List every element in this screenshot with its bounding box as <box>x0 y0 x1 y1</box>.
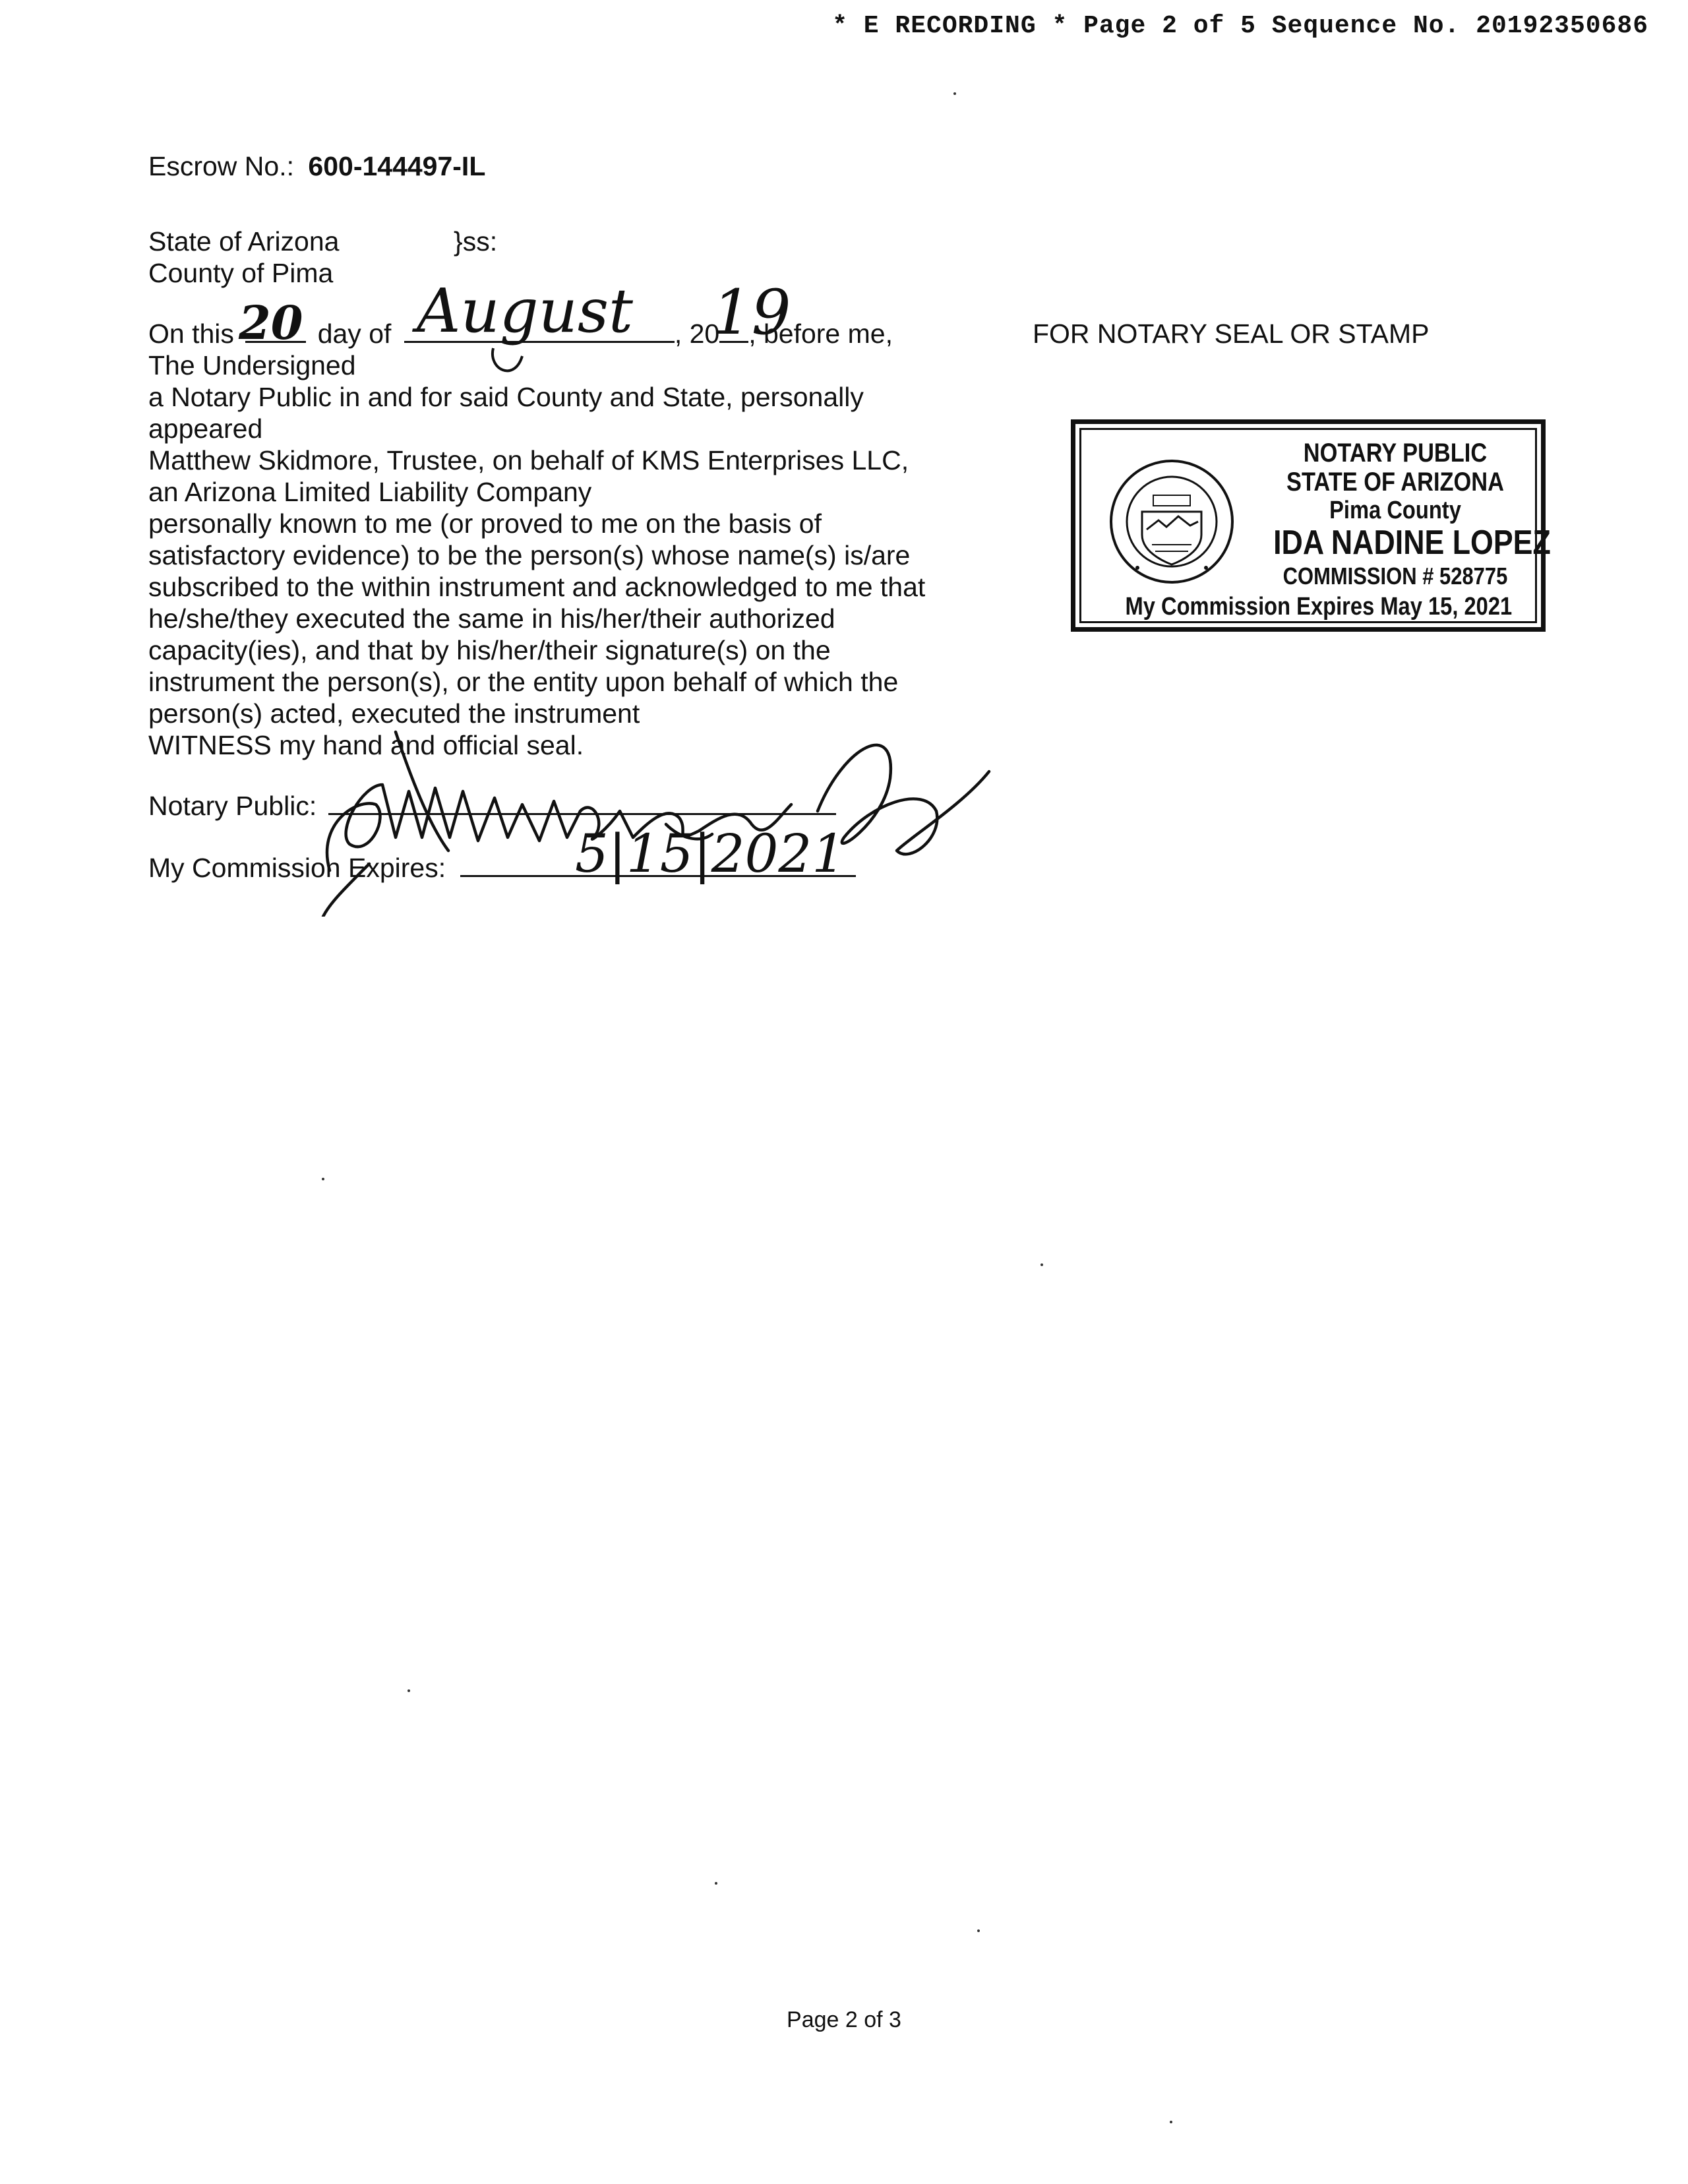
scan-speck <box>977 1929 980 1932</box>
handwritten-expiry: 5|15|2021 <box>575 823 846 884</box>
stamp-line-notary-name: IDA NADINE LOPEZ <box>1273 524 1551 562</box>
handwritten-day: 20 <box>239 295 303 350</box>
seal-area-label: FOR NOTARY SEAL OR STAMP <box>1033 318 1430 349</box>
escrow-label: Escrow No.: <box>148 151 294 181</box>
on-this-label: On this <box>148 318 234 349</box>
notary-signature <box>277 706 1015 917</box>
scan-speck <box>322 1178 324 1180</box>
venue-state: State of Arizona <box>148 226 340 257</box>
line-body-6: instrument the person(s), or the entity upon behalf of which the <box>148 667 899 697</box>
month-loop-mark <box>488 343 528 382</box>
recording-header: * E RECORDING * Page 2 of 5 Sequence No. 20192350686 <box>832 12 1648 40</box>
stamp-line-commission: COMMISSION # 528775 <box>1282 562 1508 590</box>
line-body-2: satisfactory evidence) to be the person(s) whose name(s) is/are <box>148 540 911 570</box>
stamp-line-notary-public: NOTARY PUBLIC <box>1303 439 1488 468</box>
page-footer: Page 2 of 3 <box>787 2007 901 2032</box>
line-party-2: an Arizona Limited Liability Company <box>148 477 592 507</box>
line-undersigned: The Undersigned <box>148 350 356 380</box>
notary-stamp <box>1071 419 1551 632</box>
line-body-7: person(s) acted, executed the instrument <box>148 698 640 729</box>
scan-speck <box>953 92 956 95</box>
notary-public-label: Notary Public: <box>148 791 317 821</box>
stamp-line-county: Pima County <box>1329 497 1461 524</box>
line-witness: WITNESS my hand and official seal. <box>148 730 584 760</box>
line-body-1: personally known to me (or proved to me on the basis of <box>148 508 822 539</box>
year-prefix: , 20 <box>674 318 720 349</box>
scan-speck <box>407 1689 410 1692</box>
line-notary: a Notary Public in and for said County and State, personally <box>148 382 864 412</box>
handwritten-month: August <box>417 276 634 346</box>
line-body-3: subscribed to the within instrument and acknowledged to me that <box>148 572 926 602</box>
line-body-4: he/she/they executed the same in his/her/their authorized <box>148 603 835 634</box>
line-body-5: capacity(ies), and that by his/her/their signature(s) on the <box>148 635 831 665</box>
escrow-number: 600-144497-IL <box>308 151 486 181</box>
venue-ss: }ss: <box>454 226 498 257</box>
venue-county: County of Pima <box>148 258 334 288</box>
scan-speck <box>1040 1263 1043 1266</box>
day-of-label: day of <box>317 318 392 349</box>
stamp-line-state: STATE OF ARIZONA <box>1286 468 1504 497</box>
scan-speck <box>715 1882 717 1885</box>
arizona-seal-icon <box>1106 456 1238 588</box>
escrow-line <box>148 150 485 182</box>
handwritten-year: 19 <box>712 277 791 349</box>
commission-expires-label: My Commission Expires: <box>148 853 446 883</box>
before-me-label: , before me, <box>748 318 893 349</box>
line-appeared: appeared <box>148 413 263 444</box>
scan-speck <box>1170 2121 1172 2123</box>
stamp-line-expires: My Commission Expires May 15, 2021 <box>1125 593 1513 621</box>
line-party-1: Matthew Skidmore, Trustee, on behalf of KMS Enterprises LLC, <box>148 445 909 475</box>
